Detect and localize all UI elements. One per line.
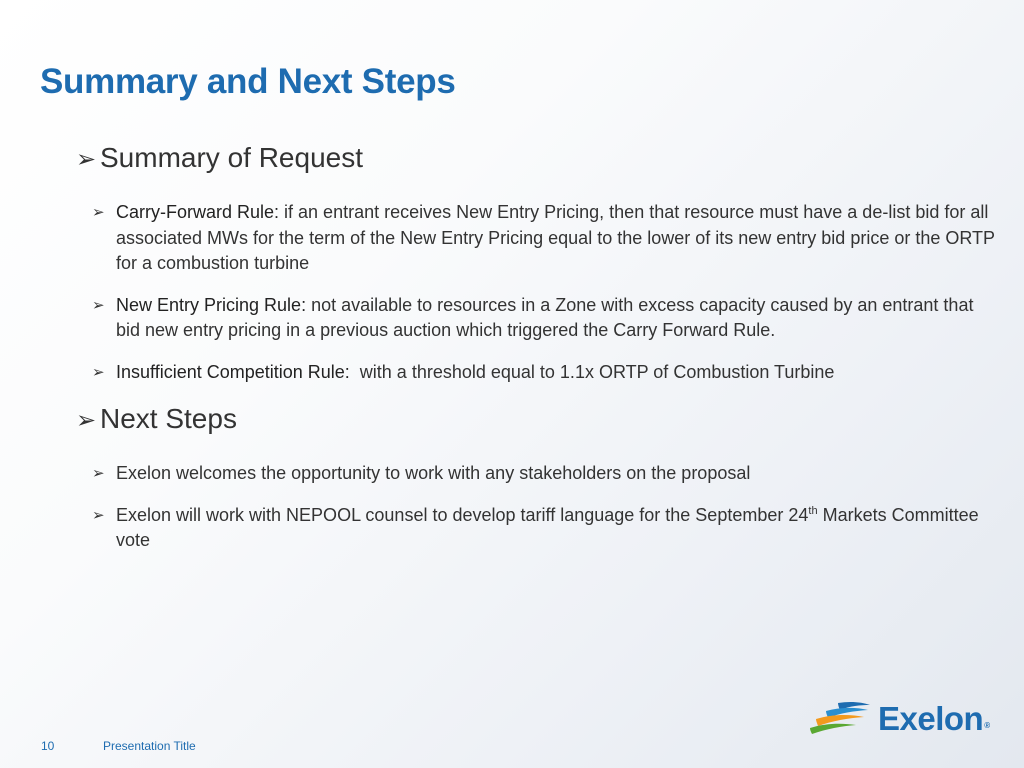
- arrow-bullet-icon: ➢: [92, 363, 105, 381]
- arrow-bullet-icon: ➢: [92, 204, 105, 221]
- ordinal-suffix: th: [808, 504, 818, 517]
- list-item: [92, 461, 996, 487]
- list-item: [92, 360, 996, 386]
- section-heading-summary: [76, 140, 996, 178]
- bullet-text: [116, 200, 996, 277]
- next-steps-bullet-list: [92, 461, 996, 554]
- bullet-text: [116, 503, 996, 554]
- wordmark-text: Exelon: [878, 700, 984, 737]
- rule-label: Carry-Forward Rule:: [116, 202, 280, 222]
- arrow-bullet-icon: ➢: [76, 146, 97, 173]
- footer-presentation-title: Presentation Title: [103, 739, 196, 753]
- arrow-bullet-icon: ➢: [92, 465, 105, 482]
- list-item: [92, 503, 996, 554]
- slide-title: Summary and Next Steps: [40, 62, 456, 101]
- bullet-text-main: Exelon will work with NEPOOL counsel to develop tariff language for the September 24: [116, 504, 809, 525]
- list-item: [92, 200, 996, 277]
- bullet-text: [116, 293, 996, 344]
- bullet-text: Exelon welcomes the opportunity to work with any stakeholders on the proposal: [116, 463, 751, 483]
- registered-mark: ®: [984, 721, 990, 730]
- rule-description: with a threshold equal to 1.1x ORTP of Combustion Turbine: [349, 361, 835, 382]
- section-heading-text: Summary of Request: [100, 142, 363, 173]
- rule-description: if an entrant receives New Entry Pricing, then that resource must have a de-list bid for all associated MWs for the term of the New Entry Pricing equal to the lower of its new entry bid price or the ORTP for a combustion turbine: [116, 202, 995, 273]
- exelon-logo: [808, 700, 990, 738]
- rule-description: not available to resources in a Zone with excess capacity caused by an entrant that bid new entry pricing in a previous auction which triggered the Carry Forward Rule.: [116, 294, 974, 340]
- exelon-swoosh-icon: [808, 701, 872, 737]
- arrow-bullet-icon: ➢: [92, 506, 105, 524]
- section-heading-next-steps: [76, 401, 996, 439]
- page-number: 10: [41, 739, 55, 753]
- rule-label: New Entry Pricing Rule:: [116, 294, 307, 315]
- slide-content: [76, 140, 996, 570]
- rule-label: Insufficient Competition Rule:: [116, 361, 350, 382]
- exelon-wordmark: [878, 700, 990, 738]
- bullet-text: [116, 360, 996, 386]
- arrow-bullet-icon: ➢: [92, 296, 105, 314]
- section-heading-text: Next Steps: [100, 403, 237, 434]
- list-item: [92, 293, 996, 344]
- arrow-bullet-icon: ➢: [76, 407, 97, 434]
- bullet-text-after: Markets Committee vote: [116, 504, 979, 550]
- summary-bullet-list: [92, 200, 996, 385]
